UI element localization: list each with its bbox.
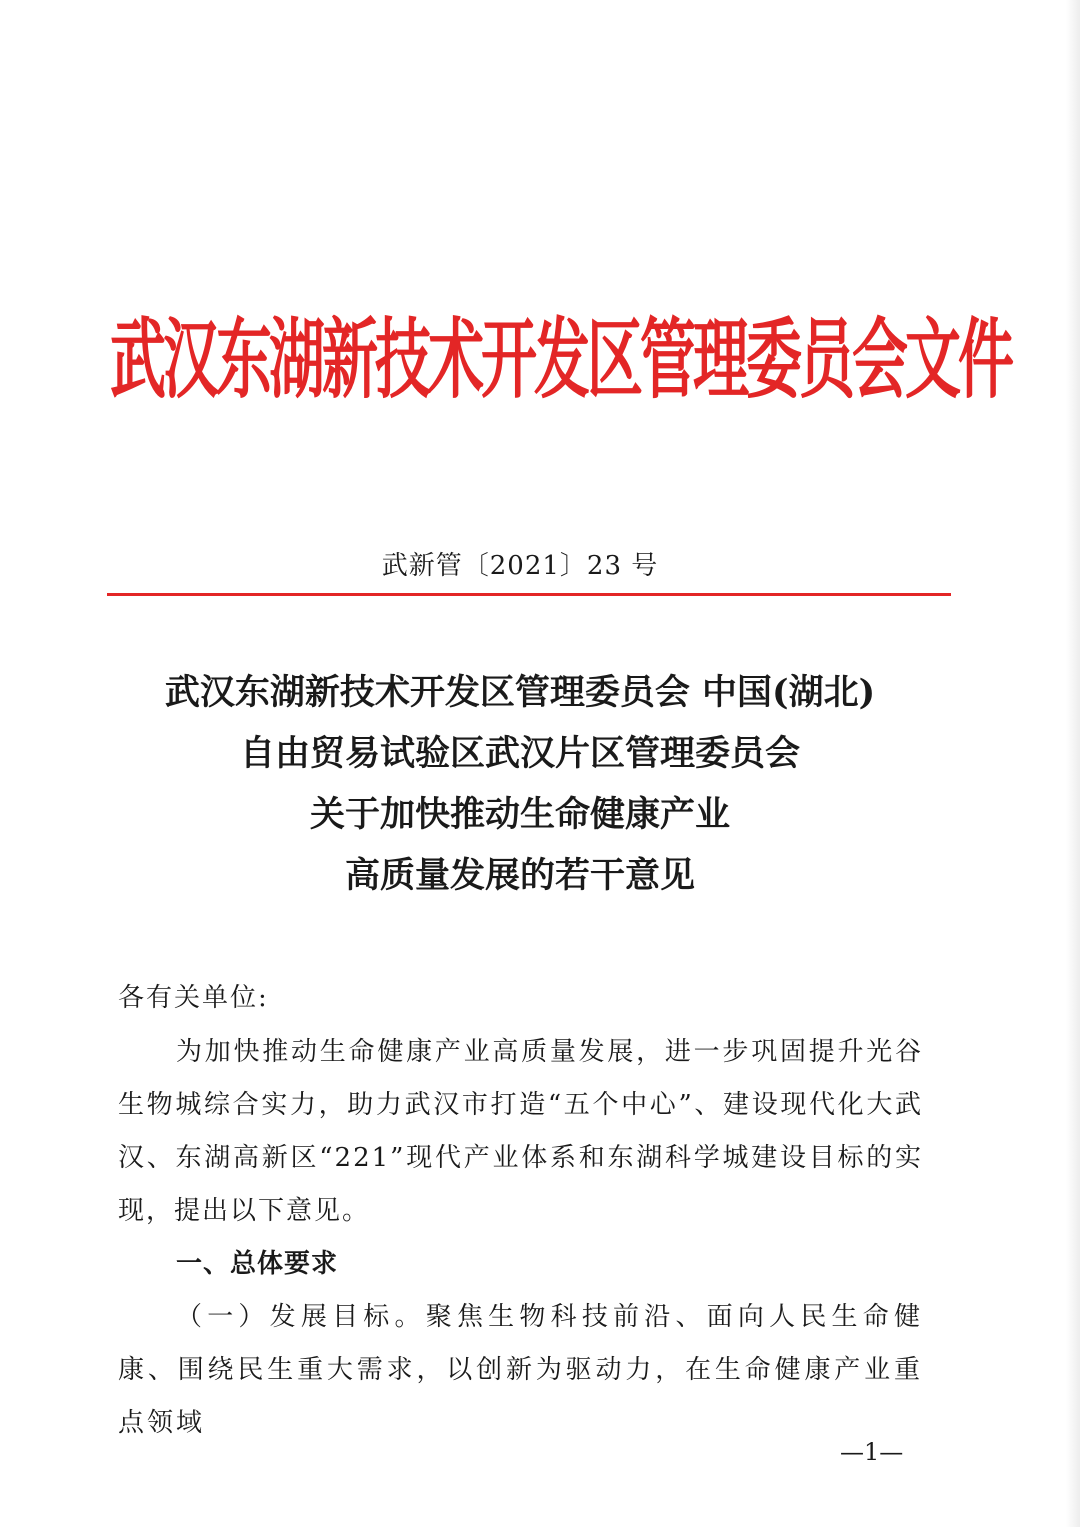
body-paragraph-1: 为加快推动生命健康产业高质量发展，进一步巩固提升光谷生物城综合实力，助力武汉市打造“五个中心”、建设现代化大武汉、东湖高新区“221”现代产业体系和东湖科学城建设目标的实现，提出以下意见。: [118, 1037, 923, 1226]
title-line-4: 高质量发展的若干意见: [344, 855, 695, 896]
title-line-3: 关于加快推动生命健康产业: [309, 794, 730, 835]
body-paragraph-2: （一）发展目标。聚焦生物科技前沿、面向人民生命健康、围绕民生重大需求，以创新为驱动力，在生命健康产业重点领域: [118, 1302, 923, 1438]
section-heading-general-requirements: 一、总体要求: [176, 1249, 339, 1279]
page-edge-shadow: [1066, 0, 1080, 1527]
document-title: [95, 662, 945, 906]
title-line-1: 武汉东湖新技术开发区管理委员会 中国(湖北): [164, 672, 876, 713]
document-number: 武新管〔2021〕23 号: [381, 551, 659, 581]
issuer-header-title: 武汉东湖新技术开发区管理委员会文件: [110, 308, 1011, 412]
title-line-2: 自由贸易试验区武汉片区管理委员会: [239, 733, 800, 774]
page-number: —1—: [840, 1438, 904, 1466]
salutation: 各有关单位:: [118, 983, 269, 1013]
red-divider-line: [107, 593, 951, 596]
